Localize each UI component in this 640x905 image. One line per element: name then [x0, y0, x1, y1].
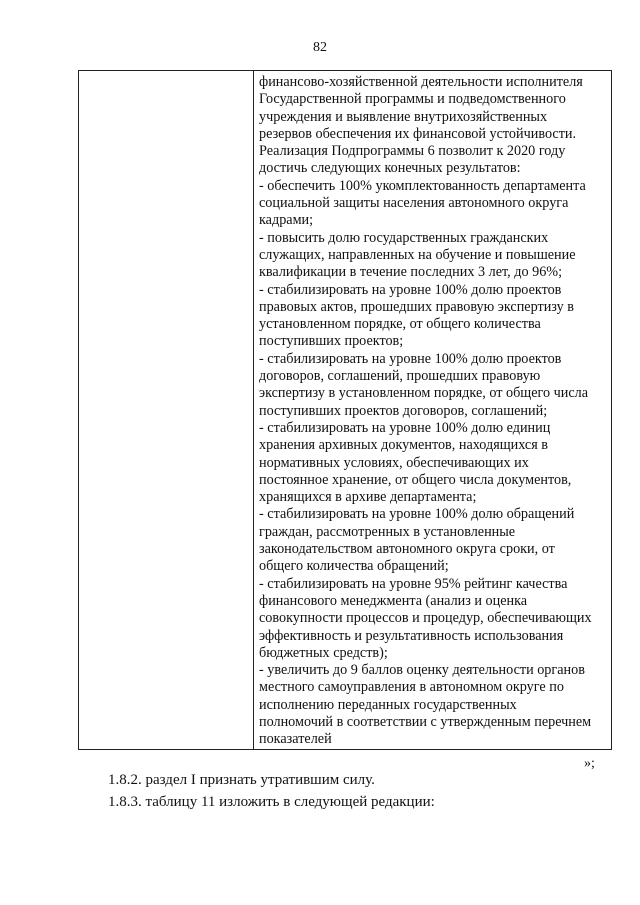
table-cell-line: нормативных условиях, обеспечивающих их [259, 454, 529, 471]
table-column-divider [253, 71, 254, 749]
table-cell-line: финансового менеджмента (анализ и оценка [259, 592, 528, 609]
paragraph-1-8-3: 1.8.3. таблицу 11 изложить в следующей редакции: [108, 794, 435, 810]
table-cell-line: поступивших проектов договоров, соглашений; [259, 402, 548, 419]
table-cell-line: экспертизу в установленном порядке, от общего числа [259, 385, 589, 402]
table-cell-line: квалификации в течение последних 3 лет, до 96%; [259, 264, 563, 281]
table-cell-line: эффективность и результативность использования [259, 627, 564, 644]
table-cell-line: бюджетных средств); [259, 644, 388, 661]
table-cell-line: служащих, направленных на обучение и повышение [259, 246, 576, 263]
table-cell-line: социальной защиты населения автономного округа [259, 195, 569, 212]
page-number: 82 [313, 40, 327, 55]
table-cell-line: достичь следующих конечных результатов: [259, 160, 521, 177]
table-cell-line: - стабилизировать на уровне 100% долю проектов [259, 350, 562, 367]
table-cell-line: - стабилизировать на уровне 100% долю обращений [259, 506, 575, 523]
paragraph-1-8-2: 1.8.2. раздел I признать утратившим силу. [108, 772, 375, 788]
table-cell-line: хранения архивных документов, находящихся в [259, 437, 548, 454]
table-cell-line: показателей [259, 731, 332, 748]
document-table [78, 70, 612, 750]
table-cell-line: установленном порядке, от общего количества [259, 316, 541, 333]
table-cell-line: - увеличить до 9 баллов оценку деятельности органов [259, 662, 585, 679]
table-cell-line: хранящихся в архиве департамента; [259, 489, 477, 506]
table-cell-line: - стабилизировать на уровне 100% долю единиц [259, 419, 551, 436]
table-cell-line: исполнению переданных государственных [259, 696, 517, 713]
closing-quote-mark: »; [584, 756, 595, 771]
table-cell-line: граждан, рассмотренных в установленные [259, 523, 516, 540]
table-cell-line: кадрами; [259, 212, 314, 229]
table-cell-line: Государственной программы и подведомственного [259, 91, 566, 108]
table-cell-line: - стабилизировать на уровне 95% рейтинг качества [259, 575, 568, 592]
table-cell-line: Реализация Подпрограммы 6 позволит к 2020 году [259, 143, 566, 160]
table-cell-line: общего количества обращений; [259, 558, 449, 575]
table-cell-line: учреждения и выявление внутрихозяйственных [259, 108, 548, 125]
table-cell-line: договоров, соглашений, прошедших правовую [259, 368, 541, 385]
table-cell-line: финансово-хозяйственной деятельности исполнителя [259, 74, 583, 90]
table-cell-line: полномочий в соответствии с утвержденным перечнем [259, 713, 592, 730]
table-cell-line: местного самоуправления в автономном округе по [259, 679, 564, 696]
table-cell-line: - обеспечить 100% укомплектованность департамента [259, 177, 586, 194]
table-cell-line: резервов обеспечения их финансовой устойчивости. [259, 125, 577, 142]
table-cell-line: постоянное хранение, от общего числа документов, [259, 471, 572, 488]
table-cell-line: - повысить долю государственных гражданских [259, 229, 549, 246]
table-cell-right [259, 74, 609, 749]
table-cell-line: правовых актов, прошедших правовую экспертизу в [259, 298, 574, 315]
table-cell-left [79, 71, 253, 749]
table-cell-line: поступивших проектов; [259, 333, 404, 350]
table-cell-line: совокупности процессов и процедур, обеспечивающих [259, 610, 592, 627]
table-cell-line: - стабилизировать на уровне 100% долю проектов [259, 281, 562, 298]
table-cell-line: законодательством автономного округа сроки, от [259, 541, 555, 558]
